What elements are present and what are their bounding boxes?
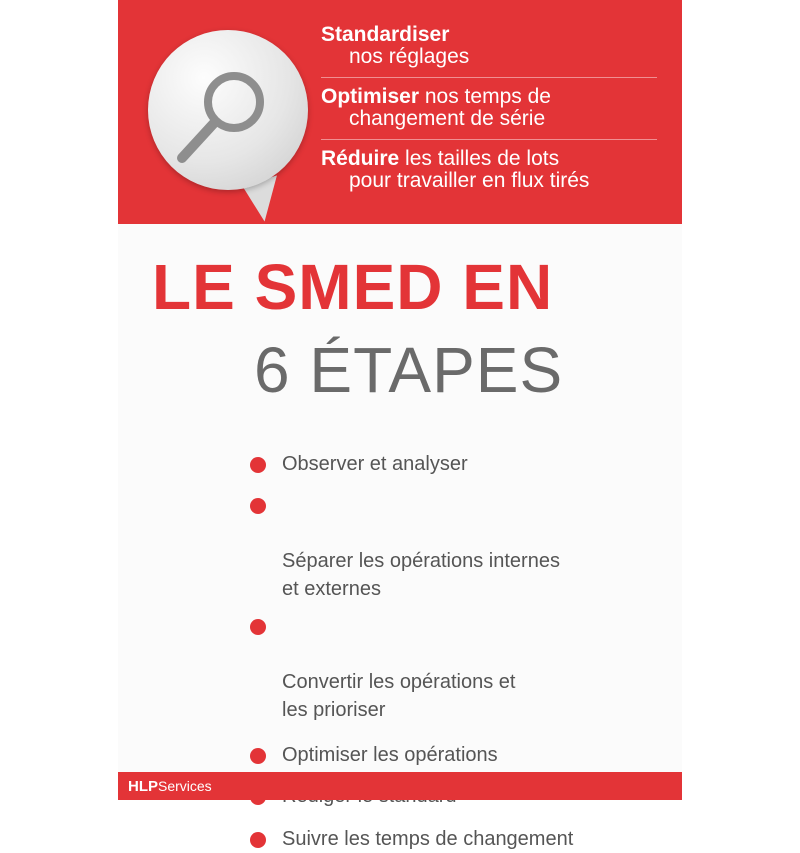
statement-standardiser <box>321 24 657 78</box>
statement-keyword: Optimiser <box>321 85 420 108</box>
step-item <box>250 741 670 769</box>
step-text: Observer et analyser <box>282 453 468 475</box>
bullet-dot-icon <box>250 619 266 635</box>
bullet-dot-icon <box>250 748 266 764</box>
footer-band <box>118 772 682 800</box>
step-text: Convertir les opérations et les prioriser <box>282 671 516 721</box>
bullet-dot-icon <box>250 457 266 473</box>
company-logo <box>128 778 212 795</box>
title-line-2: 6 ÉTAPES <box>254 334 564 406</box>
header-statements <box>321 24 657 209</box>
statement-text: les tailles de lots <box>399 147 560 170</box>
statement-optimiser <box>321 86 657 140</box>
step-item <box>250 612 670 724</box>
bullet-dot-icon <box>250 498 266 514</box>
header-band <box>118 0 682 224</box>
logo-brand: HLP <box>128 778 158 795</box>
title-line-1: LE SMED EN <box>152 251 554 323</box>
statement-text: nos temps de <box>419 85 551 108</box>
step-item <box>250 825 670 853</box>
statement-line2: pour travailler en flux tirés <box>349 169 590 192</box>
step-text: Optimiser les opérations <box>282 744 498 766</box>
step-text: Séparer les opérations internes et externes <box>282 550 560 600</box>
bullet-dot-icon <box>250 832 266 848</box>
statement-line2: nos réglages <box>349 45 470 68</box>
statement-reduire <box>321 148 657 201</box>
logo-sub: Services <box>158 778 212 794</box>
step-text: Suivre les temps de changement <box>282 828 574 850</box>
statement-keyword: Standardiser <box>321 23 450 46</box>
magnifier-icon <box>170 62 280 172</box>
step-item <box>250 450 670 478</box>
statement-keyword: Réduire <box>321 147 400 170</box>
poster <box>118 0 682 850</box>
step-item <box>250 491 670 603</box>
statement-line2: changement de série <box>349 107 546 130</box>
